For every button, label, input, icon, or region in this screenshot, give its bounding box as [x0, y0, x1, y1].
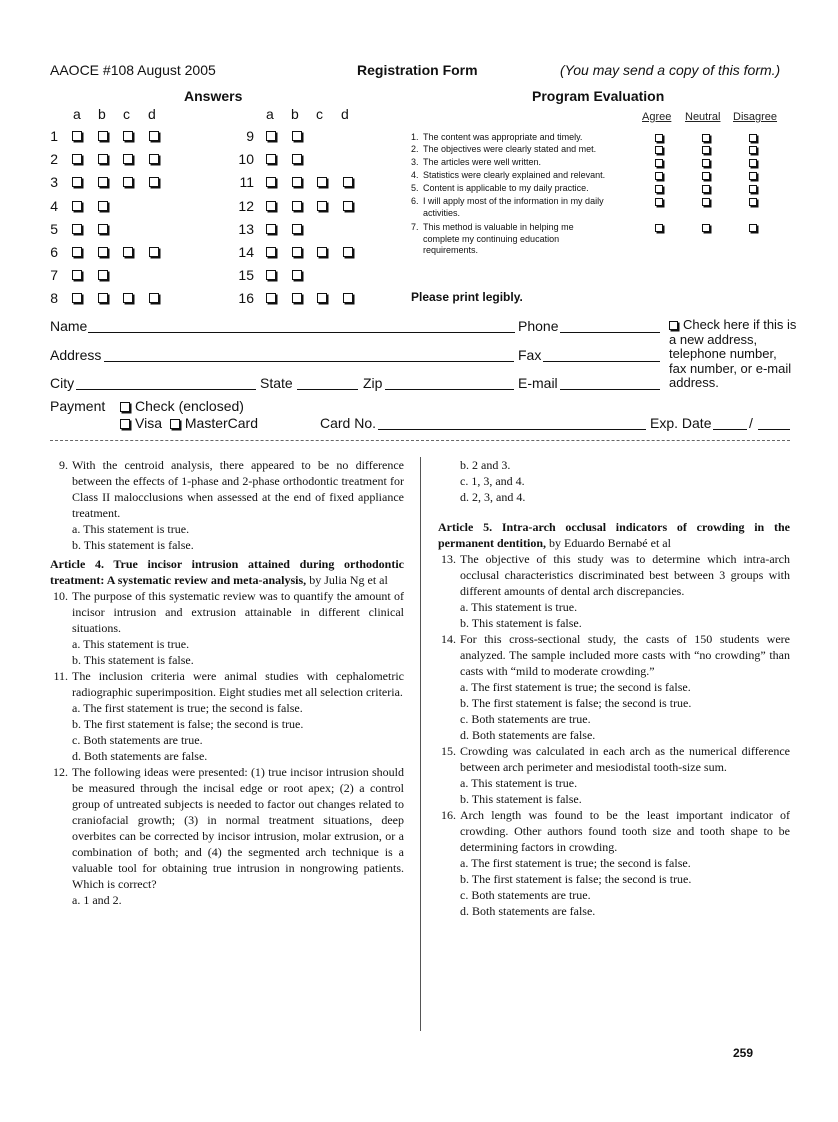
eval-item: 1. The content was appropriate and timely.	[411, 132, 583, 142]
evaluation-checkbox[interactable]	[655, 198, 663, 206]
evaluation-checkbox[interactable]	[655, 224, 663, 232]
answer-checkbox[interactable]	[149, 154, 159, 164]
print-legibly-note: Please print legibly.	[411, 290, 523, 304]
answer-checkbox[interactable]	[266, 201, 276, 211]
check-label: Check (enclosed)	[135, 398, 244, 414]
check-option[interactable]	[120, 398, 244, 414]
answer-checkbox[interactable]	[266, 131, 276, 141]
exp-month-field[interactable]	[713, 429, 747, 430]
eval-item: 6. I will apply most of the information in my daily activities.	[411, 196, 604, 218]
article-4-heading: Article 4. True incisor intrusion attained during orthodontic treatment: A systematic review and meta-analysis, by Julia Ng et al	[50, 557, 404, 587]
city-field[interactable]	[76, 389, 256, 390]
evaluation-checkbox[interactable]	[702, 198, 710, 206]
exp-year-field[interactable]	[758, 429, 790, 430]
answer-checkbox[interactable]	[72, 247, 82, 257]
answers-title: Answers	[184, 88, 243, 104]
answer-number: 5	[50, 220, 58, 237]
option: c. Both statements are true.	[460, 888, 591, 902]
answer-checkbox[interactable]	[266, 247, 276, 257]
answer-checkbox[interactable]	[123, 247, 133, 257]
question-16: 16. Arch length was found to be the least important indicator of crowding. Other authors found tooth size and tooth shape to be determining factors in crowding.	[441, 808, 790, 854]
column-divider	[420, 457, 421, 1031]
question-11: 11. The inclusion criteria were animal studies with cephalometric radiographic superimposition. Eight studies met all selection criteria.	[53, 669, 404, 699]
answer-checkbox[interactable]	[149, 293, 159, 303]
agree-header: Agree	[642, 111, 672, 123]
right-column	[438, 457, 790, 919]
state-field[interactable]	[297, 389, 358, 390]
evaluation-checkbox[interactable]	[655, 134, 663, 142]
option: a. The first statement is true; the second is false.	[72, 701, 303, 715]
mastercard-label: MasterCard	[184, 415, 259, 431]
answer-checkbox[interactable]	[72, 154, 82, 164]
answer-checkbox[interactable]	[72, 224, 82, 234]
article-5-heading: Article 5. Intra-arch occlusal indicators of crowding in the permanent dentition, by Eduardo Bernabé et al	[438, 520, 790, 550]
name-label: Name	[50, 318, 88, 334]
answer-number: 14	[238, 244, 254, 260]
address-label: Address	[50, 347, 102, 363]
question-13: 13. The objective of this study was to determine which intra-arch occlusal characteristics discriminated best between 3 groups with different amounts of dental arch discrepancies.	[441, 552, 790, 598]
option: c. 1, 3, and 4.	[460, 474, 525, 488]
answer-checkbox[interactable]	[72, 270, 82, 280]
answer-number: 16	[238, 290, 254, 307]
option: b. This statement is false.	[460, 792, 582, 806]
answer-checkbox[interactable]	[266, 224, 276, 234]
answer-checkbox[interactable]	[123, 293, 133, 303]
option: a. The first statement is true; the second is false.	[460, 680, 691, 694]
answer-checkbox[interactable]	[98, 177, 108, 187]
answer-checkbox[interactable]	[266, 154, 276, 164]
answer-checkbox[interactable]	[72, 201, 82, 211]
answer-checkbox[interactable]	[292, 201, 302, 211]
answer-checkbox[interactable]	[123, 131, 133, 141]
option: b. The first statement is false; the second is true.	[460, 872, 692, 886]
exp-date-label: Exp. Date	[650, 415, 712, 431]
option: c. Both statements are true.	[460, 712, 591, 726]
answer-checkbox[interactable]	[292, 293, 302, 303]
eval-item: 3. The articles were well written.	[411, 157, 542, 167]
question-10: 10. The purpose of this systematic review was to quantify the amount of incisor intrusion and extrusion attainable in different clinical situations.	[53, 589, 404, 635]
name-field[interactable]	[88, 332, 515, 333]
option: a. The first statement is true; the second is false.	[460, 856, 691, 870]
answer-number: 1	[50, 128, 58, 144]
option: c. Both statements are true.	[72, 733, 203, 747]
question-15: 15. Crowding was calculated in each arch as the numerical difference between arch perimeter and mesiodistal tooth-size sum.	[441, 744, 790, 774]
new-address-note	[669, 318, 797, 391]
option: d. Both statements are false.	[460, 904, 596, 918]
answer-checkbox[interactable]	[149, 177, 159, 187]
city-label: City	[50, 375, 75, 391]
answer-checkbox[interactable]	[343, 201, 353, 211]
answer-number: 11	[239, 174, 254, 191]
answer-number: 15	[238, 267, 254, 284]
answer-checkbox[interactable]	[292, 131, 302, 141]
answer-checkbox[interactable]	[98, 201, 108, 211]
answer-number: 13	[238, 220, 254, 237]
answer-number: 4	[50, 197, 58, 214]
answer-checkbox[interactable]	[98, 224, 108, 234]
answer-checkbox[interactable]	[72, 177, 82, 187]
option: a. This statement is true.	[460, 776, 578, 790]
letter-d: d	[341, 106, 349, 122]
visa-label: Visa	[135, 415, 162, 431]
letter-c: c	[123, 106, 130, 122]
check-checkbox[interactable]	[120, 402, 130, 412]
mastercard-checkbox[interactable]	[170, 419, 180, 429]
answer-checkbox[interactable]	[317, 293, 327, 303]
letter-a: a	[73, 106, 81, 122]
answer-number: 12	[238, 197, 254, 214]
answer-number: 7	[50, 267, 58, 284]
answer-checkbox[interactable]	[292, 154, 302, 164]
cut-line	[50, 440, 790, 441]
copy-note: (You may send a copy of this form.)	[560, 62, 781, 78]
evaluation-checkbox[interactable]	[749, 224, 757, 232]
answer-checkbox[interactable]	[72, 293, 82, 303]
answer-checkbox[interactable]	[98, 293, 108, 303]
answer-checkbox[interactable]	[123, 177, 133, 187]
answer-checkbox[interactable]	[317, 177, 327, 187]
option: b. This statement is false.	[72, 538, 194, 552]
answer-checkbox[interactable]	[266, 177, 276, 187]
card-number-label: Card No.	[320, 415, 377, 431]
option: b. This statement is false.	[72, 653, 194, 667]
card-options	[120, 415, 258, 431]
answer-checkbox[interactable]	[343, 293, 353, 303]
visa-checkbox[interactable]	[120, 419, 130, 429]
address-field[interactable]	[104, 361, 514, 362]
phone-label: Phone	[518, 318, 559, 334]
payment-label: Payment	[50, 398, 106, 414]
letter-a: a	[266, 106, 274, 122]
option: d. 2, 3, and 4.	[460, 490, 526, 504]
letter-c: c	[316, 106, 323, 122]
zip-label: Zip	[363, 375, 383, 391]
answer-checkbox[interactable]	[292, 224, 302, 234]
evaluation-checkbox[interactable]	[749, 198, 757, 206]
fax-field[interactable]	[543, 361, 660, 362]
answer-checkbox[interactable]	[149, 131, 159, 141]
email-field[interactable]	[560, 389, 660, 390]
evaluation-checkbox[interactable]	[702, 185, 710, 193]
form-title: Registration Form	[357, 62, 478, 78]
answer-checkbox[interactable]	[123, 154, 133, 164]
evaluation-checkbox[interactable]	[655, 172, 663, 180]
evaluation-checkbox[interactable]	[749, 146, 757, 154]
evaluation-checkbox[interactable]	[702, 134, 710, 142]
answer-checkbox[interactable]	[98, 247, 108, 257]
zip-field[interactable]	[385, 389, 514, 390]
answer-number: 3	[50, 174, 58, 191]
answer-number: 10	[238, 151, 254, 168]
eval-item: 2. The objectives were clearly stated and met.	[411, 144, 597, 154]
answer-number: 2	[50, 151, 58, 168]
letter-b: b	[291, 106, 299, 122]
letter-b: b	[98, 106, 106, 122]
new-address-text: Check here if this is a new address, telephone number, fax number, or e-mail address.	[669, 317, 797, 391]
evaluation-checkbox[interactable]	[655, 185, 663, 193]
left-column	[50, 457, 404, 908]
option: a. This statement is true.	[460, 600, 578, 614]
question-9: 9. With the centroid analysis, there appeared to be no difference between the effects of 1-phase and 2-phase orthodontic treatment for Class II malocclusions when assessed at the end of fixed appliance treatment.	[59, 458, 404, 520]
evaluation-checkbox[interactable]	[702, 146, 710, 154]
answer-number: 6	[50, 244, 58, 260]
answer-number: 9	[246, 128, 254, 144]
option: d. Both statements are false.	[460, 728, 596, 742]
answer-number: 8	[50, 290, 58, 307]
neutral-header: Neutral	[685, 111, 721, 123]
answer-checkbox[interactable]	[292, 247, 302, 257]
email-label: E-mail	[518, 375, 558, 391]
answer-checkbox[interactable]	[292, 270, 302, 280]
eval-item: 5. Content is applicable to my daily practice.	[411, 183, 589, 193]
letter-d: d	[148, 106, 156, 122]
answer-checkbox[interactable]	[343, 247, 353, 257]
answer-checkbox[interactable]	[98, 131, 108, 141]
exp-date-slash: /	[749, 415, 753, 431]
answer-checkbox[interactable]	[266, 293, 276, 303]
answer-checkbox[interactable]	[72, 131, 82, 141]
option: d. Both statements are false.	[72, 749, 208, 763]
answer-checkbox[interactable]	[317, 247, 327, 257]
evaluation-checkbox[interactable]	[655, 159, 663, 167]
journal-issue-label: AAOCE #108 August 2005	[50, 62, 216, 78]
answer-checkbox[interactable]	[98, 154, 108, 164]
answer-checkbox[interactable]	[317, 201, 327, 211]
evaluation-title: Program Evaluation	[532, 88, 665, 104]
option: b. This statement is false.	[460, 616, 582, 630]
option: b. The first statement is false; the second is true.	[72, 717, 304, 731]
phone-field[interactable]	[560, 332, 660, 333]
disagree-header: Disagree	[733, 111, 778, 123]
question-12: 12. The following ideas were presented: (1) true incisor intrusion should be measured through the incisal edge or root apex; (2) a control group of untreated subjects is needed to factor out changes related to craniofacial growth; (3) in normal treatment situations, deep overbites can be corrected by incisor intrusion, molar extrusion, or a combination of both; and (4) the segmented arch technique is a valuable tool for obtaining true intrusion in nongrowing patients. Which is correct?	[53, 765, 404, 891]
evaluation-checkbox[interactable]	[749, 159, 757, 167]
option: a. This statement is true.	[72, 522, 190, 536]
state-label: State	[260, 375, 293, 391]
option: a. 1 and 2.	[72, 893, 122, 907]
evaluation-checkbox[interactable]	[749, 185, 757, 193]
answer-checkbox[interactable]	[98, 270, 108, 280]
option: b. The first statement is false; the second is true.	[460, 696, 692, 710]
evaluation-checkbox[interactable]	[655, 146, 663, 154]
evaluation-checkbox[interactable]	[749, 134, 757, 142]
evaluation-checkbox[interactable]	[702, 159, 710, 167]
eval-item: 4. Statistics were clearly explained and relevant.	[411, 170, 606, 180]
fax-label: Fax	[518, 347, 542, 363]
answer-checkbox[interactable]	[266, 270, 276, 280]
evaluation-checkbox[interactable]	[702, 224, 710, 232]
answer-checkbox[interactable]	[343, 177, 353, 187]
answer-checkbox[interactable]	[149, 247, 159, 257]
question-14: 14. For this cross-sectional study, the casts of 150 students were analyzed. The sample included more casts with “no crowding” than casts with “mild to moderate crowding.”	[441, 632, 790, 678]
answer-checkbox[interactable]	[292, 177, 302, 187]
page-number: 259	[733, 1046, 754, 1060]
option: b. 2 and 3.	[460, 458, 511, 472]
card-number-field[interactable]	[378, 429, 646, 430]
evaluation-checkbox[interactable]	[702, 172, 710, 180]
evaluation-checkbox[interactable]	[749, 172, 757, 180]
new-address-checkbox[interactable]	[669, 321, 678, 330]
option: a. This statement is true.	[72, 637, 190, 651]
eval-item: 7. This method is valuable in helping me complete my continuing education requirements.	[411, 222, 574, 255]
